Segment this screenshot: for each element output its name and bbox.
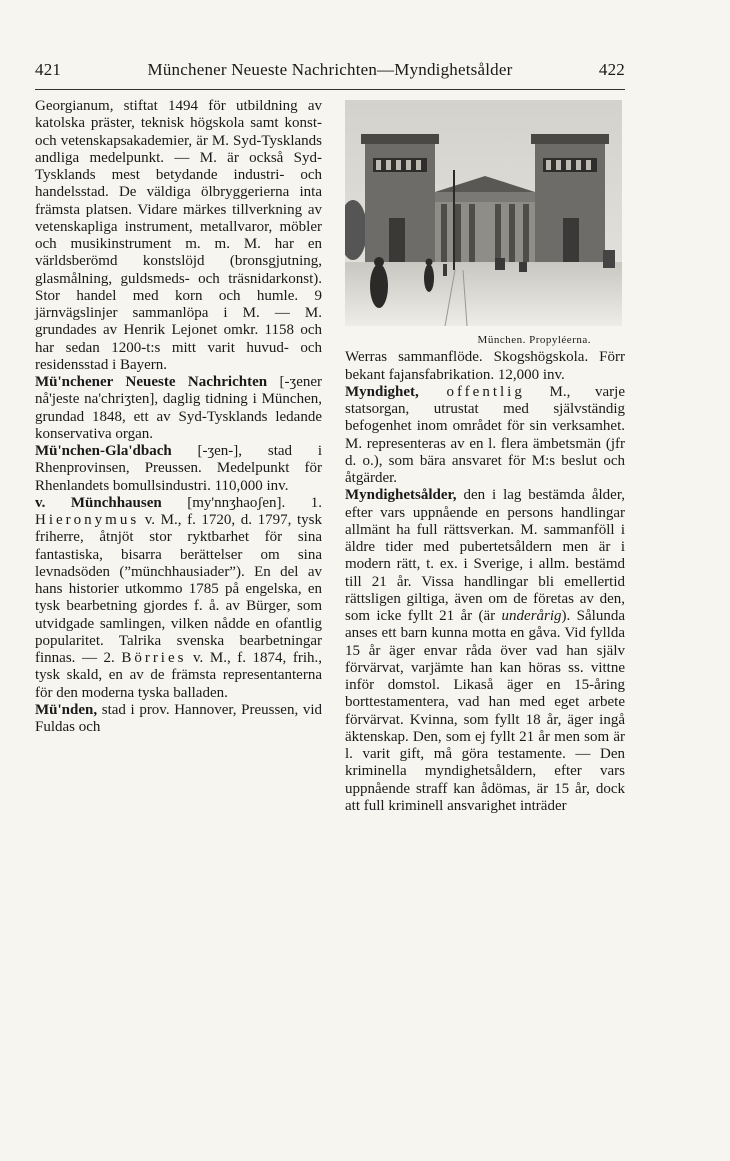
entry-text: [-ʒen-], stad i Rhenprovinsen, Preussen. Medelpunkt för Rhenlandets bomullsindustri. 110,000 inv.	[35, 443, 322, 494]
headword: Mü'nchen-Gla'dbach	[35, 443, 172, 459]
spaced-word: offentlig	[418, 383, 525, 400]
header-title: Münchener Neueste Nachrichten—Myndighetsålder	[147, 60, 513, 79]
spaced-name: Börries	[121, 650, 187, 666]
page-number-right: 422	[598, 60, 625, 79]
running-header	[35, 60, 625, 86]
entry-munchhausen	[35, 495, 322, 702]
headword: Mü'nden,	[35, 701, 98, 718]
headword: Myndighetsålder,	[345, 487, 457, 504]
headword: Münchhausen	[70, 494, 162, 511]
entry-text: M., varje statsorgan, utrustat med självständig befogenhet inom området för sin verksamhet. M. representeras av en l. flera ämbetsmän (jfr d. o.), som bära ansvaret för M:s beslut och åtgärder.	[345, 383, 625, 486]
header-rule	[35, 89, 625, 90]
photo-caption: München. Propyléerna.	[477, 334, 591, 346]
entry-text: stad i prov. Hannover, Preussen, vid Fuldas och	[35, 701, 322, 735]
propylaea-photo	[345, 100, 622, 326]
entry-munden	[35, 702, 322, 737]
headword-prefix: v.	[35, 494, 71, 511]
paragraph-munchen-continued: Georgianum, stiftat 1494 för utbildning av katolska präster, teknisk högskola samt konst- och vetenskapsakademier, är M. Syd-Tysklands andliga medelpunkt. — M. är också Syd-Tysklands mest betydande industri- och handelsstad. De väldiga ölbryggerierna inta främsta platsen. Vidare märkes tillverkning av vetenskapliga instrument, metallvaror, möbler och musikinstrument m. m. M. har en världsberömd konstslöjd (bronsgjutning, glasmålning, guldsmeds- och träsnidarkonst). Stor handel med korn och humle. 9 järnvägslinjer sammanlöpa i M. — M. grundades av Henrik Lejonet omkr. 1158 och har sedan 1200-t:s mitt varit huvud- och residensstad i Bayern.	[35, 98, 322, 373]
headword: Mü'nchener Neueste Nachrichten	[35, 374, 268, 390]
entry-text: v. M., f. 1874, frih., tysk skald, en av de främsta representanterna för den moderna tyska balladen.	[35, 650, 322, 701]
spaced-name: Hieronymus	[35, 512, 140, 528]
entry-munchener-neueste-nachrichten	[35, 374, 322, 443]
entry-myndighetsalder	[345, 487, 625, 815]
entry-text: v. M., f. 1720, d. 1797, tysk friherre, åtnjöt stor ryktbarhet för sina fantastiska, bisarra berättelser om sina levnadsöden (”münchhausiader”). En del av hans historier utkommo 1785 på engelska, en tysk bearbetning gjordes f. å. av Bürger, som utvidgade samlingen, vilken nådde en ofantlig popularitet. Talrika svenska bearbetningar finnas. — 2.	[35, 512, 322, 666]
entry-text: ). Sålunda anses ett barn kunna motta en gåva. Vid fyllda 15 år äger envar råda över vad han själv förvärvat, varjämte han kan höras ss. vittne inför domstol. Likaså äger en 15-åring borttestamentera, vad han med eget arbete förvärvat. Kvinna, som fyllt 18 år, äger ingå äktenskap. Den, som ej fyllt 21 år men som är l. varit gift, må göra testamente. — Den kriminella myndighetsåldern, efter vars uppnående straff kan ådömas, är 15 år, dock att full kriminell ansvarighet inträder	[345, 608, 625, 814]
entry-munchen-gladbach	[35, 443, 322, 495]
italic-term: underårig	[501, 608, 562, 624]
right-column	[345, 100, 625, 815]
page-number-left: 421	[35, 60, 62, 79]
paragraph-munden-continued: Werras sammanflöde. Skogshögskola. Förr bekant fajansfabrikation. 12,000 inv.	[345, 349, 625, 383]
left-column	[35, 98, 322, 736]
entry-text: den i lag bestämda ålder, efter vars uppnående en persons handlingar allmänt ha full rättsverkan. M. sammanföll i äldre tider med pubertetsåldern men är i modern rätt, t. ex. i Sverige, i allm. bestämd till 21 år. Vissa handlingar bli emellertid rättsligen giltiga, även om de företas av den, som icke fyllt 21 år (är	[345, 487, 625, 624]
entry-text: [-ʒener nå'jeste na'chriʒten], daglig tidning i München, grundad 1848, ett av Syd-Tysklands ledande konservativa organ.	[35, 374, 323, 442]
entry-myndighet	[345, 384, 625, 488]
headword: Myndighet,	[345, 383, 419, 400]
entry-text: [my'nnʒhaoʃen]. 1.	[161, 494, 322, 511]
